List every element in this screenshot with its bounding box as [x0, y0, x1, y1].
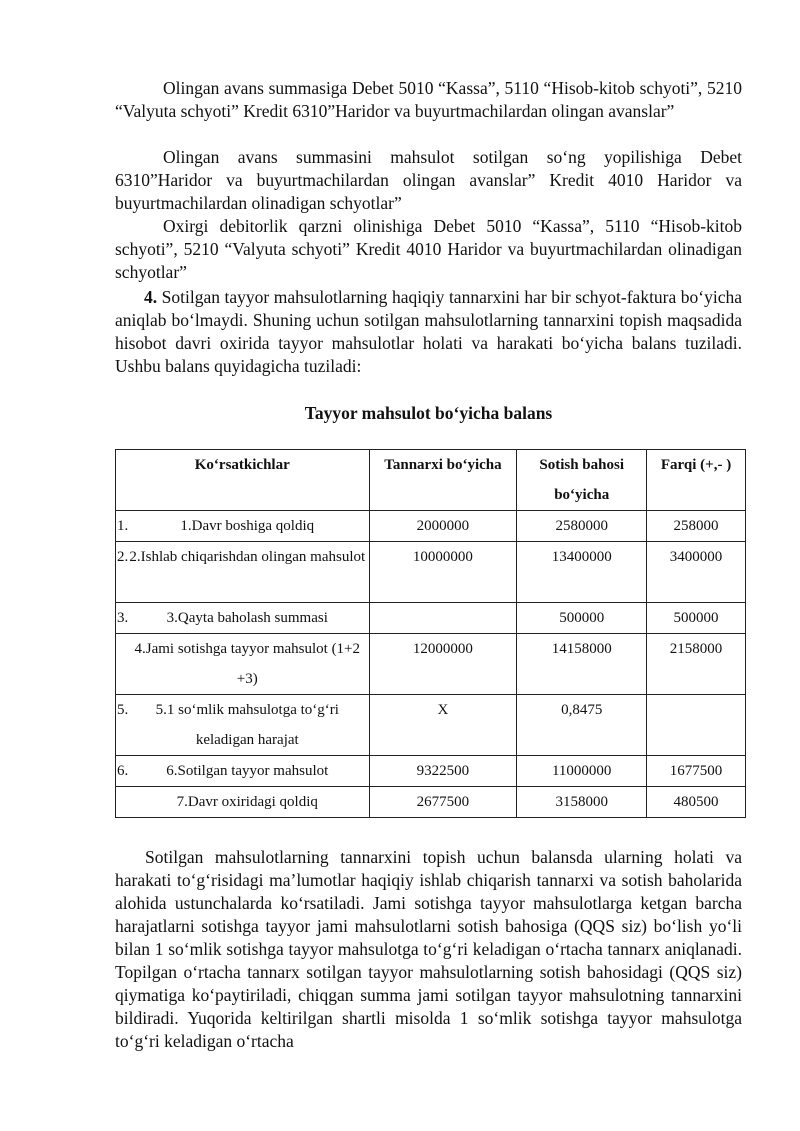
cell-sale: 14158000: [517, 634, 647, 695]
paragraph-advance-debit: Olingan avans summasiga Debet 5010 “Kassa”, 5110 “Hisob-kitob schyoti”, 5210 “Valyuta schyoti” Kredit 6310”Haridor va buyurtmachilardan olingan avanslar”: [115, 78, 742, 121]
cell-diff: 480500: [647, 787, 746, 818]
table-row: [116, 756, 746, 787]
header-cost: Tannarxi bo‘yicha: [369, 450, 517, 511]
row-label: 3.Qayta baholash summasi: [166, 610, 328, 626]
table-row: [116, 634, 746, 695]
balance-table: [115, 449, 746, 818]
cell-sale: 11000000: [517, 756, 647, 787]
row-label-cell: [116, 695, 370, 756]
row-label-cell: [116, 756, 370, 787]
cell-cost: X: [369, 695, 517, 756]
row-label: 6.Sotilgan tayyor mahsulot: [166, 763, 329, 779]
row-label-cell: [116, 787, 370, 818]
row-label-cell: [116, 603, 370, 634]
table-row: [116, 603, 746, 634]
cell-diff: [647, 695, 746, 756]
point-text: Sotilgan tayyor mahsulotlarning haqiqiy tannarxini har bir schyot-faktura bo‘yicha aniqlab bo‘lmaydi. Shuning uchun sotilgan mahsulotlarning tannarxini topish maqsadida hisobot davri oxirida tayyor mahsulotlar holati va harakati bo‘yicha balans tuziladi. Ushbu balans quyidagicha tuziladi:: [115, 287, 743, 376]
cell-diff: 1677500: [647, 756, 746, 787]
row-number: 3.: [117, 610, 129, 626]
paragraph-receivable: Oxirgi debitorlik qarzni olinishiga Debet 5010 “Kassa”, 5110 “Hisob-kitob schyoti”, 5210 “Valyuta schyoti” Kredit 4010 Haridor va buyurtmachilardan olinadigan schyotlar”: [115, 216, 742, 282]
cell-sale: 13400000: [517, 542, 647, 603]
cell-cost: 12000000: [369, 634, 517, 695]
point-number: 4.: [144, 287, 158, 307]
cell-sale: 3158000: [517, 787, 647, 818]
table-row: [116, 511, 746, 542]
header-sale: Sotish bahosi bo‘yicha: [517, 450, 647, 511]
cell-diff: 2158000: [647, 634, 746, 695]
cell-cost: 2000000: [369, 511, 517, 542]
cell-diff: 500000: [647, 603, 746, 634]
row-number: 2.: [117, 549, 129, 565]
cell-cost: 10000000: [369, 542, 517, 603]
row-label: 5.1 so‘mlik mahsulotga to‘g‘ri keladigan harajat: [155, 702, 339, 748]
paragraph-closing: Sotilgan mahsulotlarning tannarxini topish uchun balansda ularning holati va harakati to‘g‘risidagi ma’lumotlar haqiqiy ishlab chiqarish tannarxi va sotish baholarida alohida ustunchalarda ko‘rsatiladi. Jami sotishga tayyor mahsulotlarga ketgan barcha harajatlarni sotishga tayyor jami mahsulotlarni sotish bahosiga (QQS siz) bo‘lish yo‘li bilan 1 so‘mlik sotishga tayyor mahsulotga to‘g‘ri keladigan o‘rtacha tannarx aniqlanadi. Topilgan o‘rtacha tannarx sotilgan tayyor mahsulotlarning sotish bahosidagi (QQS siz) qiymatiga ko‘paytiriladi, chiqgan summa jami sotilgan tayyor mahsulotning tannarxini bildiradi. Yuqorida keltirilgan shartli misolda 1 so‘mlik sotishga tayyor mahsulotga to‘g‘ri keladigan o‘rtacha: [115, 847, 742, 1051]
cell-cost: 9322500: [369, 756, 517, 787]
row-label: 1.Davr boshiga qoldiq: [180, 518, 315, 534]
table-title: Tayyor mahsulot bo‘yicha balans: [304, 403, 553, 423]
row-label-cell: [116, 542, 370, 603]
cell-sale: 0,8475: [517, 695, 647, 756]
row-number: 6.: [117, 763, 129, 779]
row-label: 2.Ishlab chiqarishdan olingan mahsulot: [129, 549, 366, 565]
cell-diff: 258000: [647, 511, 746, 542]
header-indicators: Ko‘rsatkichlar: [116, 450, 370, 511]
header-diff: Farqi (+,- ): [647, 450, 746, 511]
paragraph-point-4: [115, 286, 742, 378]
paragraph-advance-close: Olingan avans summasini mahsulot sotilgan so‘ng yopilishiga Debet 6310”Haridor va buyurtmachilardan olingan avanslar” Kredit 4010 Haridor va buyurtmachilardan olinadigan schyotlar”: [115, 147, 742, 213]
row-label-cell: [116, 511, 370, 542]
table-row: [116, 787, 746, 818]
cell-sale: 2580000: [517, 511, 647, 542]
cell-cost: 2677500: [369, 787, 517, 818]
row-number: 5.: [117, 702, 129, 718]
cell-cost: [369, 603, 517, 634]
table-row: [116, 542, 746, 603]
row-number: 1.: [117, 518, 129, 534]
cell-sale: 500000: [517, 603, 647, 634]
table-row: [116, 695, 746, 756]
row-label: 7.Davr oxiridagi qoldiq: [176, 794, 318, 810]
row-label-cell: [116, 634, 370, 695]
row-label: 4.Jami sotishga tayyor mahsulot (1+2 +3): [134, 641, 361, 687]
cell-diff: 3400000: [647, 542, 746, 603]
table-header-row: [116, 450, 746, 511]
